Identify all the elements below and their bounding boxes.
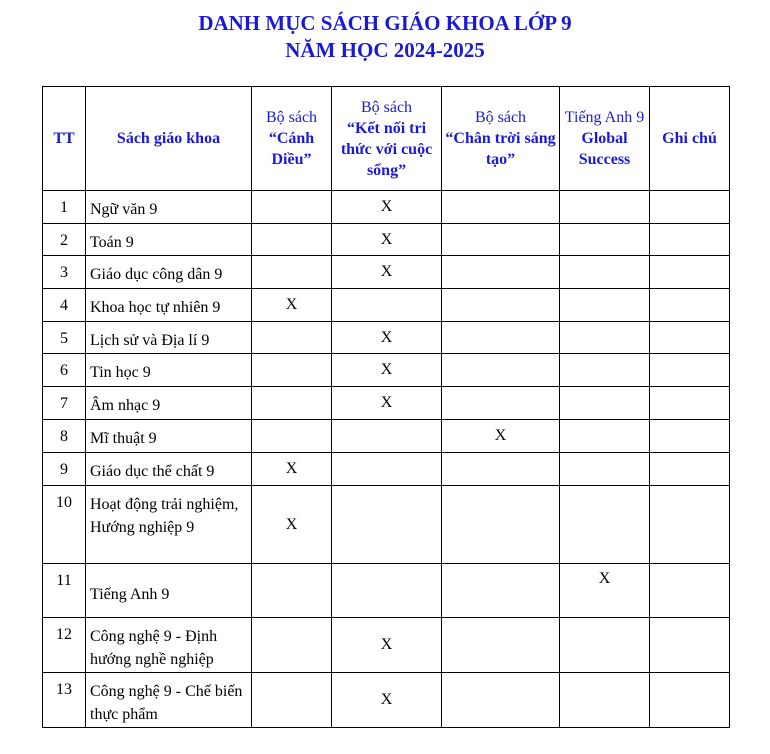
mark-ket-noi: X (332, 224, 442, 256)
note-cell (650, 289, 730, 322)
table-row (43, 486, 730, 564)
mark-canh-dieu: X (252, 486, 332, 564)
header-canh-dieu: Bộ sách “Cánh Diều” (252, 87, 332, 191)
header-ket-noi: Bộ sách “Kết nối tri thức với cuộc sống” (332, 87, 442, 191)
mark-chan-troi (442, 387, 560, 420)
note-cell (650, 191, 730, 224)
mark-chan-troi (442, 191, 560, 224)
book-name: Giáo dục thể chất 9 (86, 453, 252, 486)
row-number: 13 (43, 673, 86, 728)
mark-ket-noi: X (332, 387, 442, 420)
book-name: Công nghệ 9 - Chế biến thực phẩm (86, 673, 252, 728)
book-name: Ngữ văn 9 (86, 191, 252, 224)
mark-canh-dieu (252, 256, 332, 289)
mark-chan-troi (442, 256, 560, 289)
note-cell (650, 453, 730, 486)
row-number: 9 (43, 453, 86, 486)
mark-chan-troi (442, 673, 560, 728)
mark-ket-noi (332, 420, 442, 453)
mark-ket-noi (332, 289, 442, 322)
book-name: Âm nhạc 9 (86, 387, 252, 420)
mark-canh-dieu (252, 618, 332, 673)
table-row (43, 564, 730, 618)
mark-canh-dieu: X (252, 453, 332, 486)
note-cell (650, 618, 730, 673)
mark-chan-troi (442, 453, 560, 486)
mark-ket-noi: X (332, 256, 442, 289)
mark-canh-dieu (252, 673, 332, 728)
page-subtitle: NĂM HỌC 2024-2025 (285, 38, 485, 62)
mark-tieng-anh: X (560, 564, 650, 618)
table-row (43, 289, 730, 322)
mark-canh-dieu: X (252, 289, 332, 322)
book-name: Lịch sử và Địa lí 9 (86, 322, 252, 354)
page-title: DANH MỤC SÁCH GIÁO KHOA LỚP 9 (198, 11, 572, 35)
book-name: Tin học 9 (86, 354, 252, 387)
mark-canh-dieu (252, 387, 332, 420)
mark-tieng-anh (560, 322, 650, 354)
row-number: 6 (43, 354, 86, 387)
mark-ket-noi: X (332, 673, 442, 728)
row-number: 12 (43, 618, 86, 673)
note-cell (650, 673, 730, 728)
mark-ket-noi: X (332, 191, 442, 224)
mark-canh-dieu (252, 322, 332, 354)
mark-tieng-anh (560, 191, 650, 224)
mark-canh-dieu (252, 191, 332, 224)
mark-chan-troi (442, 289, 560, 322)
mark-chan-troi (442, 354, 560, 387)
mark-chan-troi (442, 564, 560, 618)
row-number: 1 (43, 191, 86, 224)
header-tieng-anh: Tiếng Anh 9 Global Success (560, 87, 650, 191)
mark-tieng-anh (560, 354, 650, 387)
row-number: 10 (43, 486, 86, 564)
mark-ket-noi: X (332, 618, 442, 673)
note-cell (650, 256, 730, 289)
mark-tieng-anh (560, 673, 650, 728)
note-cell (650, 354, 730, 387)
mark-tieng-anh (560, 289, 650, 322)
mark-tieng-anh (560, 486, 650, 564)
table-row (43, 354, 730, 387)
mark-chan-troi (442, 618, 560, 673)
mark-ket-noi: X (332, 322, 442, 354)
mark-chan-troi: X (442, 420, 560, 453)
mark-ket-noi (332, 453, 442, 486)
row-number: 2 (43, 224, 86, 256)
book-name: Hoạt động trải nghiệm, Hướng nghiệp 9 (86, 486, 252, 564)
mark-canh-dieu (252, 564, 332, 618)
mark-tieng-anh (560, 387, 650, 420)
mark-tieng-anh (560, 256, 650, 289)
table-row (43, 453, 730, 486)
mark-canh-dieu (252, 224, 332, 256)
note-cell (650, 387, 730, 420)
mark-canh-dieu (252, 354, 332, 387)
note-cell (650, 420, 730, 453)
table-row (43, 420, 730, 453)
table-row (43, 387, 730, 420)
header-chan-troi: Bộ sách “Chân trời sáng tạo” (442, 87, 560, 191)
row-number: 5 (43, 322, 86, 354)
mark-tieng-anh (560, 453, 650, 486)
textbook-table (42, 86, 730, 728)
table-row (43, 322, 730, 354)
mark-ket-noi (332, 564, 442, 618)
table-header-row (43, 87, 730, 191)
mark-chan-troi (442, 224, 560, 256)
table-row (43, 224, 730, 256)
book-name: Khoa học tự nhiên 9 (86, 289, 252, 322)
mark-chan-troi (442, 486, 560, 564)
note-cell (650, 486, 730, 564)
table-row (43, 256, 730, 289)
mark-chan-troi (442, 322, 560, 354)
book-name: Công nghệ 9 - Định hướng nghề nghiệp (86, 618, 252, 673)
table-row (43, 618, 730, 673)
mark-ket-noi: X (332, 354, 442, 387)
row-number: 11 (43, 564, 86, 618)
row-number: 7 (43, 387, 86, 420)
note-cell (650, 322, 730, 354)
book-name: Toán 9 (86, 224, 252, 256)
table-row (43, 673, 730, 728)
mark-tieng-anh (560, 420, 650, 453)
note-cell (650, 564, 730, 618)
mark-ket-noi (332, 486, 442, 564)
book-name: Mĩ thuật 9 (86, 420, 252, 453)
book-name: Giáo dục công dân 9 (86, 256, 252, 289)
header-book: Sách giáo khoa (86, 87, 252, 191)
mark-tieng-anh (560, 618, 650, 673)
header-tt: TT (43, 87, 86, 191)
header-note: Ghi chú (650, 87, 730, 191)
row-number: 8 (43, 420, 86, 453)
mark-canh-dieu (252, 420, 332, 453)
row-number: 3 (43, 256, 86, 289)
table-row (43, 191, 730, 224)
row-number: 4 (43, 289, 86, 322)
note-cell (650, 224, 730, 256)
mark-tieng-anh (560, 224, 650, 256)
book-name: Tiếng Anh 9 (86, 564, 252, 618)
